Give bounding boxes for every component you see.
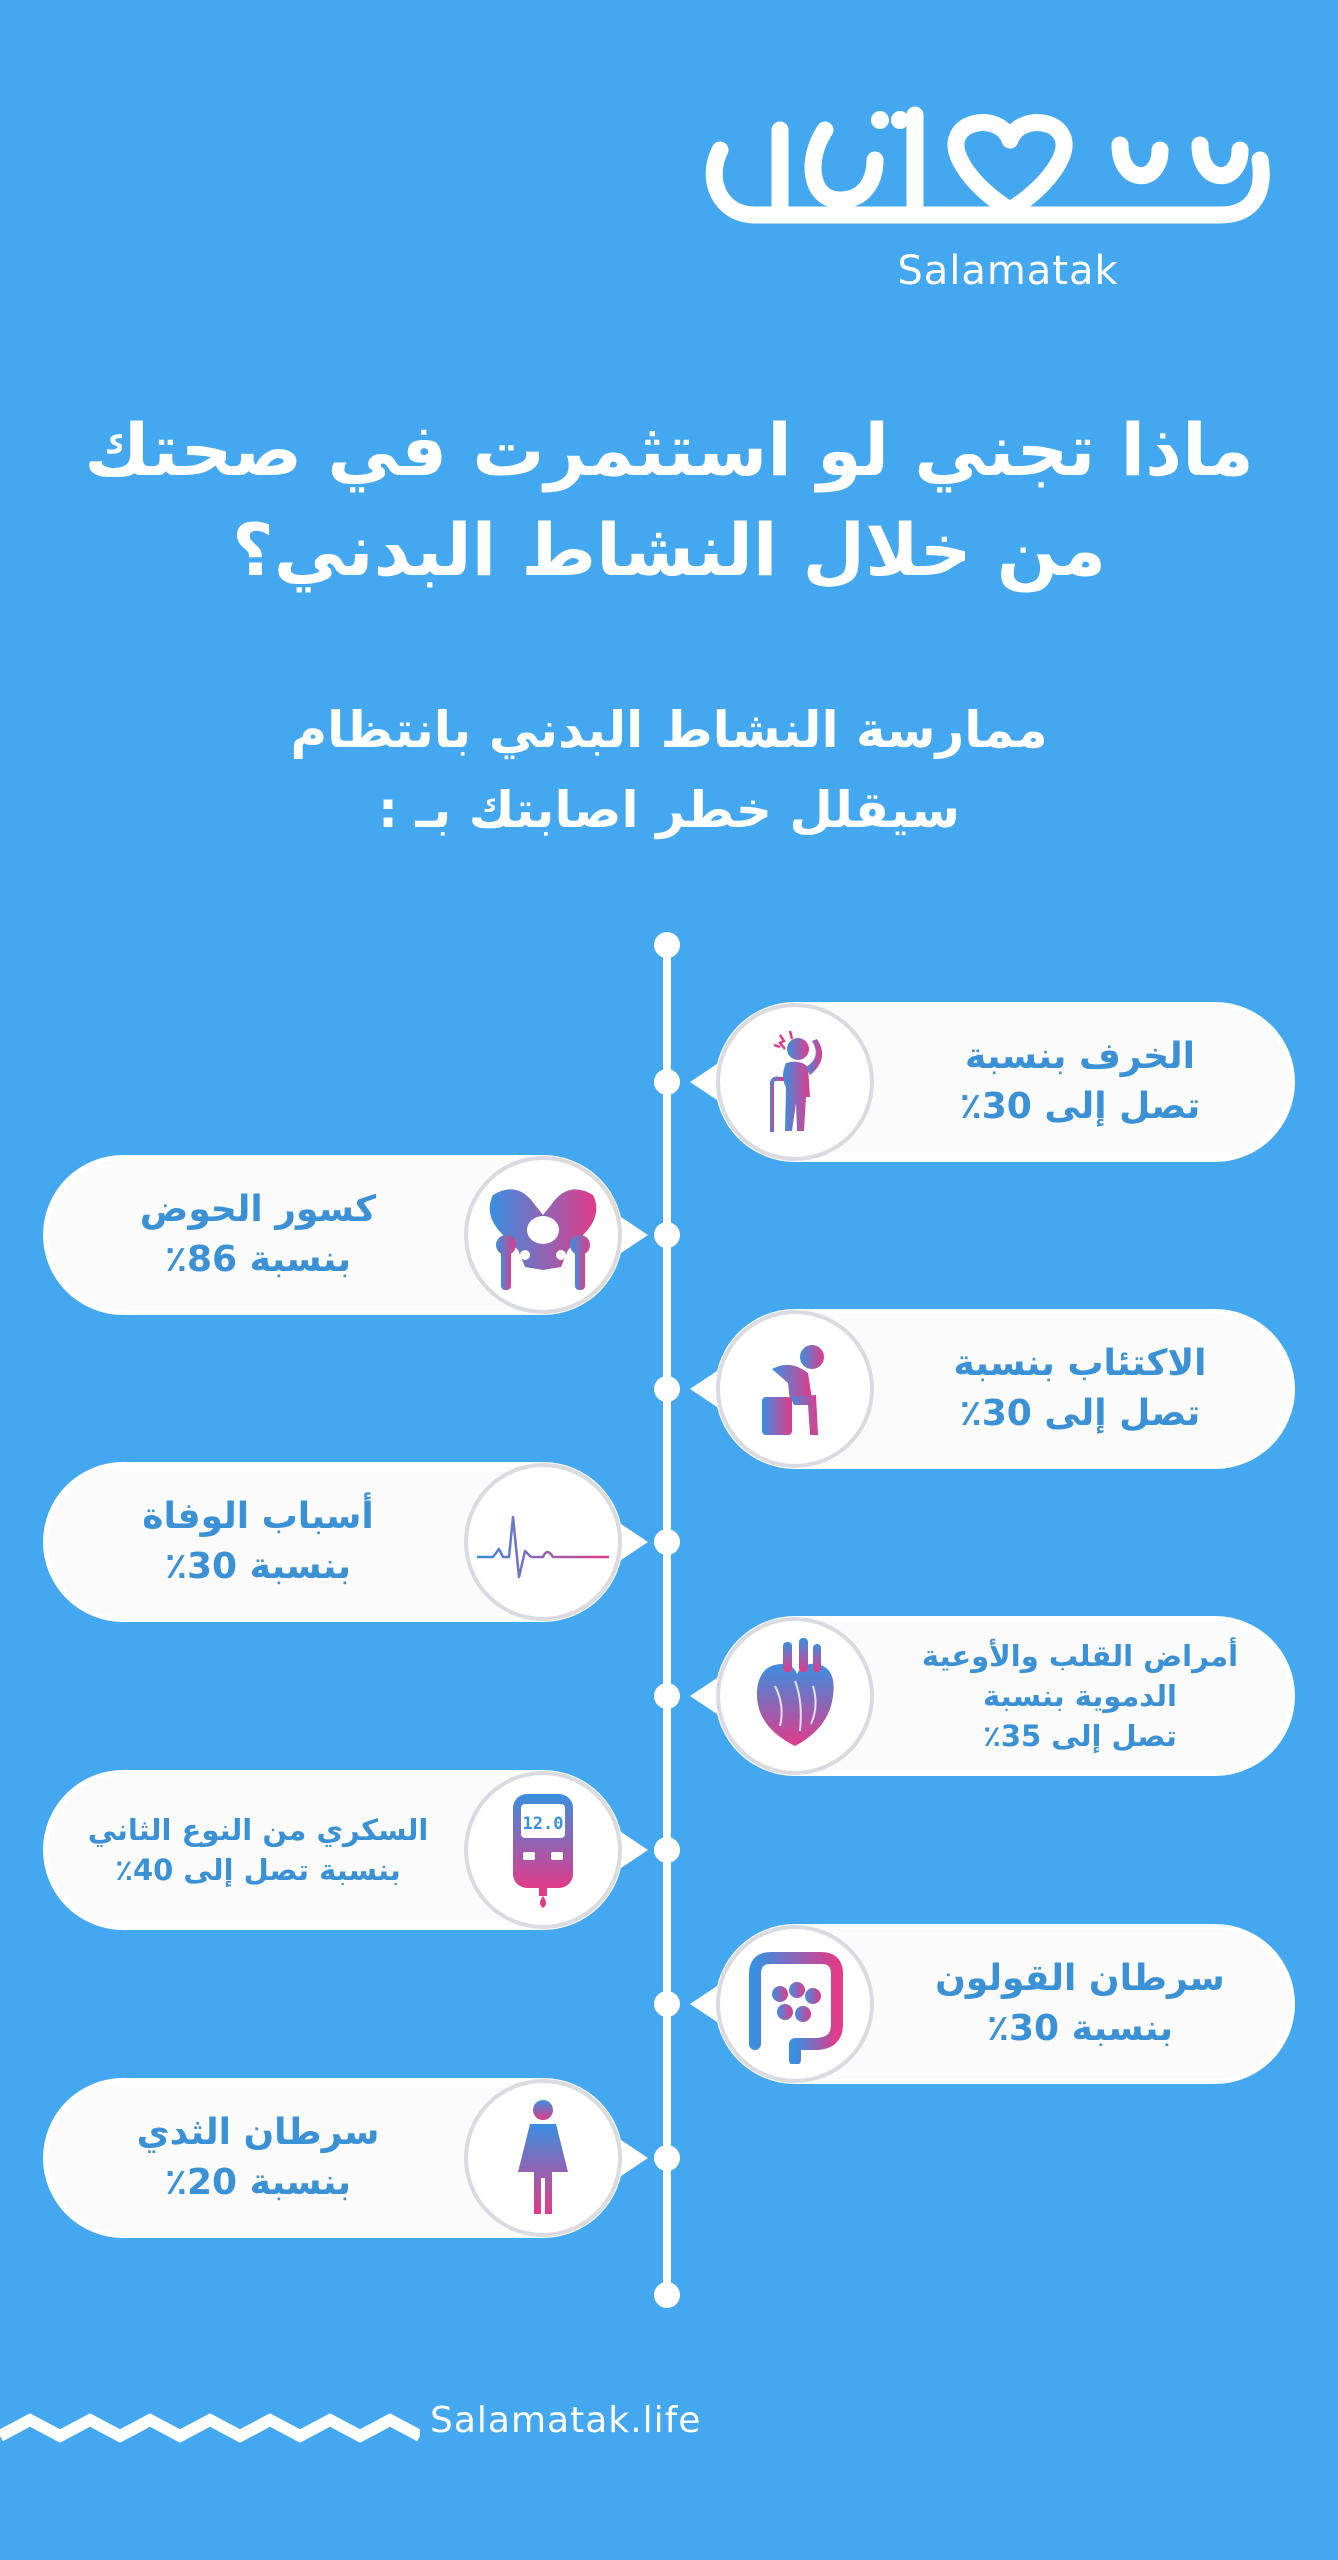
card-text — [880, 1621, 1280, 1771]
brand-logo — [700, 90, 1280, 310]
elderly-dementia-icon — [720, 1007, 870, 1157]
card-text — [880, 1929, 1280, 2079]
card-line: الاكتئاب بنسبة — [953, 1343, 1207, 1384]
card-text — [58, 2083, 458, 2233]
card-pointer — [618, 1830, 648, 1870]
risk-card-dementia — [720, 1007, 1290, 1157]
timeline-dot — [654, 1529, 680, 1555]
risk-card-breast-cancer — [48, 2083, 618, 2233]
card-line: تصل إلى 30٪ — [959, 1086, 1201, 1127]
risk-card-depression — [720, 1314, 1290, 1464]
card-line: سرطان الثدي — [136, 2112, 380, 2153]
card-text — [58, 1775, 458, 1925]
card-line: تصل إلى 30٪ — [959, 1393, 1201, 1434]
card-line: كسور الحوض — [139, 1189, 377, 1230]
pelvis-bone-icon — [468, 1160, 618, 1310]
risk-card-heart-disease — [720, 1621, 1290, 1771]
card-pointer — [690, 1984, 720, 2024]
card-pointer — [690, 1369, 720, 1409]
subtitle-line-2: سيقلل خطر اصابتك بـ : — [378, 781, 960, 839]
card-text — [58, 1467, 458, 1617]
timeline-dot — [654, 1222, 680, 1248]
woman-figure-icon — [468, 2083, 618, 2233]
salamatak-logo-mark — [700, 90, 1280, 240]
colon-icon — [720, 1929, 870, 2079]
timeline-start-dot — [654, 932, 680, 958]
card-line: تصل إلى 35٪ — [983, 1719, 1177, 1753]
card-line: الدموية بنسبة — [983, 1679, 1177, 1713]
card-line: بنسبة 30٪ — [165, 1546, 351, 1587]
card-text — [58, 1160, 458, 1310]
meter-reading: 12.0 — [522, 1814, 564, 1834]
card-pointer — [690, 1062, 720, 1102]
card-line: بنسبة 20٪ — [165, 2162, 351, 2203]
depressed-person-icon — [720, 1314, 870, 1464]
brand-name: Salamatak — [897, 248, 1119, 294]
card-line: السكري من النوع الثاني — [87, 1813, 429, 1847]
timeline-end-dot — [654, 2282, 680, 2308]
card-text — [880, 1314, 1280, 1464]
card-line: بنسبة 86٪ — [165, 1239, 351, 1280]
timeline-line — [663, 945, 671, 2295]
card-pointer — [618, 1215, 648, 1255]
title-line-1: ماذا تجني لو استثمرت في صحتك — [84, 408, 1254, 492]
card-text — [880, 1007, 1280, 1157]
timeline-dot — [654, 1069, 680, 1095]
footer-website: Salamatak.life — [430, 2400, 702, 2441]
heartbeat-line-icon — [468, 1467, 618, 1617]
risk-card-colon-cancer — [720, 1929, 1290, 2079]
card-pointer — [618, 1522, 648, 1562]
footer-wave-decoration — [0, 2408, 420, 2448]
timeline-dot — [654, 2145, 680, 2171]
timeline-dot — [654, 1376, 680, 1402]
card-line: أمراض القلب والأوعية — [921, 1639, 1239, 1673]
risk-card-diabetes — [48, 1775, 618, 1925]
risk-card-pelvis-fracture — [48, 1160, 618, 1310]
card-line: بنسبة تصل إلى 40٪ — [115, 1853, 401, 1887]
glucose-meter-icon — [468, 1775, 618, 1925]
subtitle-line-1: ممارسة النشاط البدني بانتظام — [290, 701, 1048, 759]
timeline-dot — [654, 1991, 680, 2017]
timeline-dot — [654, 1837, 680, 1863]
card-line: الخرف بنسبة — [965, 1036, 1195, 1077]
heart-organ-icon — [720, 1621, 870, 1771]
card-line: أسباب الوفاة — [142, 1496, 374, 1537]
card-pointer — [690, 1676, 720, 1716]
page-title — [40, 400, 1298, 600]
card-line: سرطان القولون — [935, 1958, 1225, 1999]
page-subtitle — [120, 690, 1218, 850]
card-pointer — [618, 2138, 648, 2178]
card-line: بنسبة 30٪ — [987, 2008, 1173, 2049]
title-line-2: من خلال النشاط البدني؟ — [231, 508, 1107, 592]
risk-card-mortality — [48, 1467, 618, 1617]
timeline-dot — [654, 1683, 680, 1709]
